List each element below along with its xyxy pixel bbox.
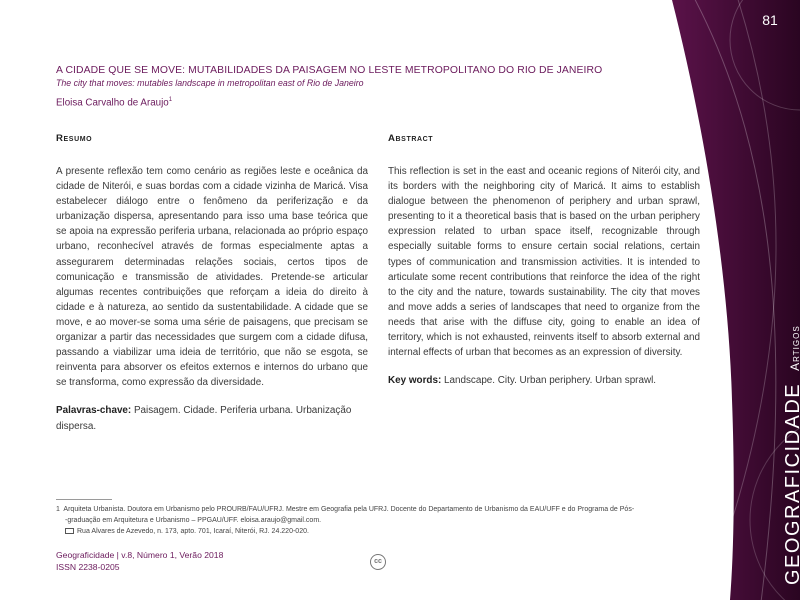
footnote-text-2[interactable]: -graduação em Arquitetura e Urbanismo – PPGAU/UFF. eloisa.araujo@gmail.com. bbox=[65, 517, 322, 524]
journal-citation: Geograficidade | v.8, Número 1, Verão 2018 bbox=[56, 550, 224, 560]
abstract-keywords bbox=[388, 373, 700, 388]
author-line bbox=[56, 97, 676, 108]
abstract-text: This reflection is set in the east and oceanic regions of Niterói city, and its borders with the neighboring city of Maricá. It aims to establish dialogue between the phenomenon of periphery and urban sprawl, presenting to it a theoretical basis that is based on the urban periphery expression related to urban space itself, recognizable through especially suitable forms to ensure certain social relations, certain types of communication and transmission activities. It is intended to articulate some recent contributions that reinforce the idea of the right to the city and the nature, towards sustainability. The city that moves and move adds a series of landscapes that need to organize from the needs that arise with the diffuse city, going to enable an idea of territory, which is not exhausted, reinvents itself to absorb external and internal effects of urban that becomes as an expression of diversity. bbox=[388, 166, 700, 359]
page-number: 81 bbox=[762, 12, 778, 28]
article-header bbox=[56, 65, 676, 108]
section-label: Artigos bbox=[788, 325, 802, 371]
journal-issn: ISSN 2238-0205 bbox=[56, 561, 120, 572]
creative-commons-icon[interactable]: cc bbox=[370, 554, 386, 570]
footnote-text-1: Arquiteta Urbanista. Doutora em Urbanismo pelo PROURB/FAU/UFRJ. Mestre em Geografia pela UFRJ. Docente do Departamento de Urbanismo da EAU/UFF e do Programa de Pós- bbox=[63, 506, 635, 513]
footnote-line-2 bbox=[56, 515, 716, 526]
footnote-address: Rua Alvares de Azevedo, n. 173, apto. 701, Icaraí, Niterói, RJ. 24.220-020. bbox=[77, 528, 309, 535]
author-footnote-marker[interactable]: 1 bbox=[168, 97, 173, 103]
abstract-column bbox=[388, 133, 700, 388]
footnote-divider bbox=[56, 499, 112, 500]
keywords-value: Paisagem. Cidade. Periferia urbana. Urbanização dispersa. bbox=[56, 405, 352, 432]
article-title: A CIDADE QUE SE MOVE: MUTABILIDADES DA PAISAGEM NO LESTE METROPOLITANO DO RIO DE JANEIRO bbox=[56, 65, 603, 76]
vertical-journal-label bbox=[782, 325, 805, 585]
resumo-column bbox=[56, 133, 368, 434]
resumo-keywords bbox=[56, 403, 368, 433]
journal-brand: GEOGRAFICIDADE bbox=[782, 382, 804, 585]
footnote-marker: 1 bbox=[56, 506, 60, 513]
abstract-heading: Abstract bbox=[388, 133, 434, 144]
key-words-value: Landscape. City. Urban periphery. Urban sprawl. bbox=[443, 375, 657, 387]
keywords-label: Palavras-chave: bbox=[56, 405, 132, 417]
resumo-text: A presente reflexão tem como cenário as regiões leste e oceânica da cidade de Niterói, e suas bordas com a cidade vizinha de Maricá. Visa estabelecer diálogo entre o fenômeno da periferização e da urbanização dispersa, apresentando para isso uma base teórica que se apoia na expressão periferia urbana, relacionada ao próprio espaço urbano, reconhecível através de formas especialmente aptas a assegurarem determinadas relações sociais, certos tipos de comunicação e transmissão de atividades. Pretende-se articular algumas recentes contribuições que reforçam a ideia do direito à cidade e à natureza, ao sentido da sustentabilidade. A cidade que se move, e ao mover-se soma uma série de paisagens, que precisam se organizar a partir das necessidades que surgem com a cidade difusa, passando a viabilizar uma ideia de território, que não se esgota, se reinventa para absorver os efeitos externos e internos do urbano que se transforma, como expressão da diversidade. bbox=[56, 166, 368, 389]
journal-info bbox=[56, 550, 223, 573]
author-name: Eloisa Carvalho de Araujo bbox=[56, 97, 169, 109]
envelope-icon bbox=[65, 528, 74, 534]
resumo-heading: Resumo bbox=[56, 133, 93, 144]
footnote-line-1 bbox=[56, 504, 716, 515]
key-words-label: Key words: bbox=[388, 375, 442, 387]
article-subtitle-english: The city that moves: mutables landscape in metropolitan east of Rio de Janeiro bbox=[56, 78, 364, 88]
footnote-line-3 bbox=[56, 526, 716, 537]
footnote bbox=[56, 504, 716, 537]
